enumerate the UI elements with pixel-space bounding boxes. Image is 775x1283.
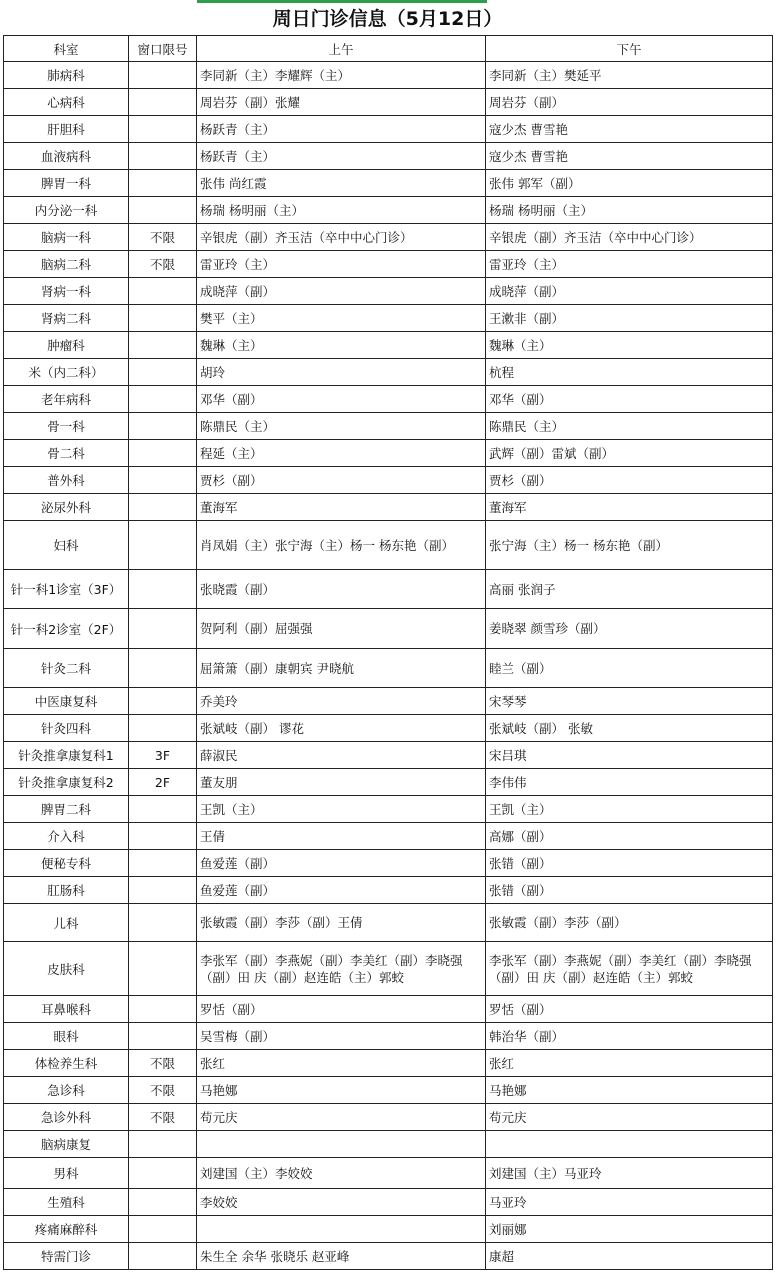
table-row (4, 116, 773, 143)
afternoon-doctors-cell: 雷亚玲（主） (486, 251, 773, 278)
dept-cell: 中医康复科 (4, 688, 129, 715)
window-limit-cell: 不限 (129, 1077, 197, 1104)
dept-cell: 耳鼻喉科 (4, 996, 129, 1023)
dept-cell: 泌尿外科 (4, 494, 129, 521)
afternoon-doctors-cell: 马艳娜 (486, 1077, 773, 1104)
morning-doctors-cell: 李张军（副）李燕妮（副）李美红（副）李晓强（副）田 庆（副）赵连皓（主）郭蛟 (197, 942, 486, 996)
morning-doctors-cell: 贾杉（副） (197, 467, 486, 494)
window-limit-cell (129, 116, 197, 143)
window-limit-cell (129, 386, 197, 413)
afternoon-doctors-cell: 董海军 (486, 494, 773, 521)
morning-doctors-cell: 董友朋 (197, 769, 486, 796)
afternoon-doctors-cell: 王凯（主） (486, 796, 773, 823)
morning-doctors-cell: 张斌岐（副） 谬花 (197, 715, 486, 742)
morning-doctors-cell: 屈箫箫（副）康朝宾 尹晓航 (197, 649, 486, 688)
dept-cell: 内分泌一科 (4, 197, 129, 224)
window-limit-cell (129, 170, 197, 197)
table-row (4, 305, 773, 332)
window-limit-cell (129, 62, 197, 89)
header-pm: 下午 (486, 36, 773, 62)
dept-cell: 脾胃二科 (4, 796, 129, 823)
afternoon-doctors-cell: 李同新（主）樊延平 (486, 62, 773, 89)
table-row (4, 904, 773, 942)
afternoon-doctors-cell: 张宁海（主）杨一 杨东艳（副） (486, 521, 773, 570)
table-row (4, 143, 773, 170)
morning-doctors-cell: 张伟 尚红霞 (197, 170, 486, 197)
window-limit-cell (129, 1216, 197, 1243)
window-limit-cell (129, 1023, 197, 1050)
schedule-table (3, 35, 773, 1270)
window-limit-cell (129, 796, 197, 823)
dept-cell: 脑病康复 (4, 1131, 129, 1158)
afternoon-doctors-cell: 成晓萍（副） (486, 278, 773, 305)
morning-doctors-cell: 雷亚玲（主） (197, 251, 486, 278)
afternoon-doctors-cell: 姜晓翠 颜雪珍（副） (486, 609, 773, 649)
morning-doctors-cell: 杨跃青（主） (197, 143, 486, 170)
afternoon-doctors-cell: 寇少杰 曹雪艳 (486, 116, 773, 143)
afternoon-doctors-cell: 杨瑞 杨明丽（主） (486, 197, 773, 224)
dept-cell: 儿科 (4, 904, 129, 942)
dept-cell: 针一科2诊室（2F） (4, 609, 129, 649)
afternoon-doctors-cell: 睦兰（副） (486, 649, 773, 688)
table-row (4, 1050, 773, 1077)
table-row (4, 413, 773, 440)
table-row (4, 251, 773, 278)
morning-doctors-cell: 肖凤娟（主）张宁海（主）杨一 杨东艳（副） (197, 521, 486, 570)
window-limit-cell (129, 715, 197, 742)
header-row (4, 36, 773, 62)
table-row (4, 1243, 773, 1270)
afternoon-doctors-cell: 宋琴琴 (486, 688, 773, 715)
window-limit-cell (129, 877, 197, 904)
morning-doctors-cell: 鱼爱莲（副） (197, 877, 486, 904)
afternoon-doctors-cell: 陈鼎民（主） (486, 413, 773, 440)
table-row (4, 224, 773, 251)
header-dept: 科室 (4, 36, 129, 62)
morning-doctors-cell: 杨跃青（主） (197, 116, 486, 143)
table-row (4, 278, 773, 305)
morning-doctors-cell: 吴雪梅（副） (197, 1023, 486, 1050)
window-limit-cell (129, 823, 197, 850)
morning-doctors-cell: 王倩 (197, 823, 486, 850)
window-limit-cell: 3F (129, 742, 197, 769)
dept-cell: 针灸二科 (4, 649, 129, 688)
dept-cell: 骨二科 (4, 440, 129, 467)
morning-doctors-cell: 苟元庆 (197, 1104, 486, 1131)
window-limit-cell (129, 649, 197, 688)
morning-doctors-cell: 胡玲 (197, 359, 486, 386)
dept-cell: 肾病二科 (4, 305, 129, 332)
table-row (4, 796, 773, 823)
window-limit-cell (129, 1131, 197, 1158)
window-limit-cell (129, 305, 197, 332)
table-row (4, 89, 773, 116)
morning-doctors-cell: 杨瑞 杨明丽（主） (197, 197, 486, 224)
dept-cell: 针灸四科 (4, 715, 129, 742)
window-limit-cell (129, 850, 197, 877)
morning-doctors-cell: 樊平（主） (197, 305, 486, 332)
window-limit-cell (129, 1189, 197, 1216)
afternoon-doctors-cell: 高娜（副） (486, 823, 773, 850)
morning-doctors-cell: 马艳娜 (197, 1077, 486, 1104)
morning-doctors-cell: 张晓霞（副） (197, 570, 486, 609)
afternoon-doctors-cell: 李伟伟 (486, 769, 773, 796)
table-row (4, 1131, 773, 1158)
table-row (4, 494, 773, 521)
afternoon-doctors-cell: 寇少杰 曹雪艳 (486, 143, 773, 170)
dept-cell: 肝胆科 (4, 116, 129, 143)
afternoon-doctors-cell: 张敏霞（副）李莎（副） (486, 904, 773, 942)
afternoon-doctors-cell: 周岩芬（副） (486, 89, 773, 116)
afternoon-doctors-cell: 张错（副） (486, 850, 773, 877)
morning-doctors-cell: 朱生全 余华 张晓乐 赵亚峰 (197, 1243, 486, 1270)
afternoon-doctors-cell: 杭程 (486, 359, 773, 386)
window-limit-cell (129, 521, 197, 570)
table-row (4, 1077, 773, 1104)
header-window: 窗口限号 (129, 36, 197, 62)
afternoon-doctors-cell: 武辉（副）雷斌（副） (486, 440, 773, 467)
window-limit-cell (129, 440, 197, 467)
morning-doctors-cell (197, 1216, 486, 1243)
morning-doctors-cell: 张红 (197, 1050, 486, 1077)
window-limit-cell (129, 359, 197, 386)
top-accent-bar (197, 0, 487, 3)
morning-doctors-cell: 董海军 (197, 494, 486, 521)
afternoon-doctors-cell: 马亚玲 (486, 1189, 773, 1216)
dept-cell: 便秘专科 (4, 850, 129, 877)
table-row (4, 877, 773, 904)
window-limit-cell (129, 89, 197, 116)
table-row (4, 688, 773, 715)
afternoon-doctors-cell: 苟元庆 (486, 1104, 773, 1131)
dept-cell: 心病科 (4, 89, 129, 116)
morning-doctors-cell: 李姣姣 (197, 1189, 486, 1216)
table-row (4, 742, 773, 769)
morning-doctors-cell: 程延（主） (197, 440, 486, 467)
dept-cell: 脑病一科 (4, 224, 129, 251)
table-row (4, 1023, 773, 1050)
table-row (4, 1189, 773, 1216)
dept-cell: 针一科1诊室（3F） (4, 570, 129, 609)
table-row (4, 359, 773, 386)
dept-cell: 普外科 (4, 467, 129, 494)
morning-doctors-cell: 李同新（主）李耀辉（主） (197, 62, 486, 89)
afternoon-doctors-cell: 罗恬（副） (486, 996, 773, 1023)
dept-cell: 肾病一科 (4, 278, 129, 305)
table-row (4, 850, 773, 877)
afternoon-doctors-cell: 宋吕琪 (486, 742, 773, 769)
afternoon-doctors-cell: 张错（副） (486, 877, 773, 904)
afternoon-doctors-cell: 邓华（副） (486, 386, 773, 413)
table-row (4, 332, 773, 359)
table-row (4, 467, 773, 494)
table-row (4, 942, 773, 996)
dept-cell: 特需门诊 (4, 1243, 129, 1270)
afternoon-doctors-cell: 张红 (486, 1050, 773, 1077)
dept-cell: 肛肠科 (4, 877, 129, 904)
morning-doctors-cell: 鱼爱莲（副） (197, 850, 486, 877)
header-am: 上午 (197, 36, 486, 62)
morning-doctors-cell: 成晓萍（副） (197, 278, 486, 305)
dept-cell: 血液病科 (4, 143, 129, 170)
table-row (4, 1104, 773, 1131)
morning-doctors-cell: 邓华（副） (197, 386, 486, 413)
dept-cell: 眼科 (4, 1023, 129, 1050)
dept-cell: 脾胃一科 (4, 170, 129, 197)
dept-cell: 妇科 (4, 521, 129, 570)
table-row (4, 521, 773, 570)
window-limit-cell: 不限 (129, 224, 197, 251)
morning-doctors-cell: 陈鼎民（主） (197, 413, 486, 440)
dept-cell: 老年病科 (4, 386, 129, 413)
dept-cell: 疼痛麻醉科 (4, 1216, 129, 1243)
window-limit-cell (129, 413, 197, 440)
window-limit-cell: 不限 (129, 251, 197, 278)
window-limit-cell (129, 688, 197, 715)
window-limit-cell (129, 1243, 197, 1270)
morning-doctors-cell: 薛淑民 (197, 742, 486, 769)
table-row (4, 62, 773, 89)
morning-doctors-cell: 张敏霞（副）李莎（副）王倩 (197, 904, 486, 942)
window-limit-cell (129, 1158, 197, 1189)
dept-cell: 介入科 (4, 823, 129, 850)
window-limit-cell (129, 942, 197, 996)
window-limit-cell (129, 570, 197, 609)
table-row (4, 1216, 773, 1243)
afternoon-doctors-cell: 王漱非（副） (486, 305, 773, 332)
afternoon-doctors-cell: 康超 (486, 1243, 773, 1270)
afternoon-doctors-cell: 刘建国（主）马亚玲 (486, 1158, 773, 1189)
window-limit-cell (129, 609, 197, 649)
morning-doctors-cell: 刘建国（主）李姣姣 (197, 1158, 486, 1189)
window-limit-cell (129, 143, 197, 170)
afternoon-doctors-cell: 魏琳（主） (486, 332, 773, 359)
afternoon-doctors-cell: 辛银虎（副）齐玉洁（卒中中心门诊） (486, 224, 773, 251)
page-title: 周日门诊信息（5月12日） (272, 8, 503, 30)
table-row (4, 823, 773, 850)
dept-cell: 骨一科 (4, 413, 129, 440)
afternoon-doctors-cell: 李张军（副）李燕妮（副）李美红（副）李晓强（副）田 庆（副）赵连皓（主）郭蛟 (486, 942, 773, 996)
window-limit-cell (129, 904, 197, 942)
afternoon-doctors-cell: 张斌岐（副） 张敏 (486, 715, 773, 742)
table-row (4, 1158, 773, 1189)
afternoon-doctors-cell: 刘丽娜 (486, 1216, 773, 1243)
window-limit-cell: 不限 (129, 1050, 197, 1077)
table-row (4, 197, 773, 224)
dept-cell: 肺病科 (4, 62, 129, 89)
window-limit-cell (129, 494, 197, 521)
morning-doctors-cell: 王凯（主） (197, 796, 486, 823)
table-row (4, 570, 773, 609)
dept-cell: 肿瘤科 (4, 332, 129, 359)
table-row (4, 649, 773, 688)
table-row (4, 386, 773, 413)
morning-doctors-cell: 魏琳（主） (197, 332, 486, 359)
dept-cell: 男科 (4, 1158, 129, 1189)
morning-doctors-cell (197, 1131, 486, 1158)
schedule-body (4, 62, 773, 1270)
window-limit-cell (129, 197, 197, 224)
dept-cell: 体检养生科 (4, 1050, 129, 1077)
dept-cell: 急诊科 (4, 1077, 129, 1104)
dept-cell: 米（内二科） (4, 359, 129, 386)
window-limit-cell (129, 996, 197, 1023)
table-row (4, 996, 773, 1023)
afternoon-doctors-cell: 张伟 郭军（副） (486, 170, 773, 197)
window-limit-cell: 2F (129, 769, 197, 796)
window-limit-cell (129, 332, 197, 359)
window-limit-cell (129, 278, 197, 305)
dept-cell: 急诊外科 (4, 1104, 129, 1131)
morning-doctors-cell: 周岩芬（副）张耀 (197, 89, 486, 116)
dept-cell: 针灸推拿康复科1 (4, 742, 129, 769)
morning-doctors-cell: 贺阿利（副）屈强强 (197, 609, 486, 649)
morning-doctors-cell: 罗恬（副） (197, 996, 486, 1023)
afternoon-doctors-cell: 贾杉（副） (486, 467, 773, 494)
dept-cell: 皮肤科 (4, 942, 129, 996)
table-row (4, 769, 773, 796)
morning-doctors-cell: 乔美玲 (197, 688, 486, 715)
window-limit-cell: 不限 (129, 1104, 197, 1131)
table-row (4, 609, 773, 649)
table-row (4, 170, 773, 197)
afternoon-doctors-cell: 高丽 张润子 (486, 570, 773, 609)
table-row (4, 715, 773, 742)
dept-cell: 生殖科 (4, 1189, 129, 1216)
table-row (4, 440, 773, 467)
afternoon-doctors-cell: 韩治华（副） (486, 1023, 773, 1050)
window-limit-cell (129, 467, 197, 494)
dept-cell: 脑病二科 (4, 251, 129, 278)
morning-doctors-cell: 辛银虎（副）齐玉洁（卒中中心门诊） (197, 224, 486, 251)
dept-cell: 针灸推拿康复科2 (4, 769, 129, 796)
afternoon-doctors-cell (486, 1131, 773, 1158)
